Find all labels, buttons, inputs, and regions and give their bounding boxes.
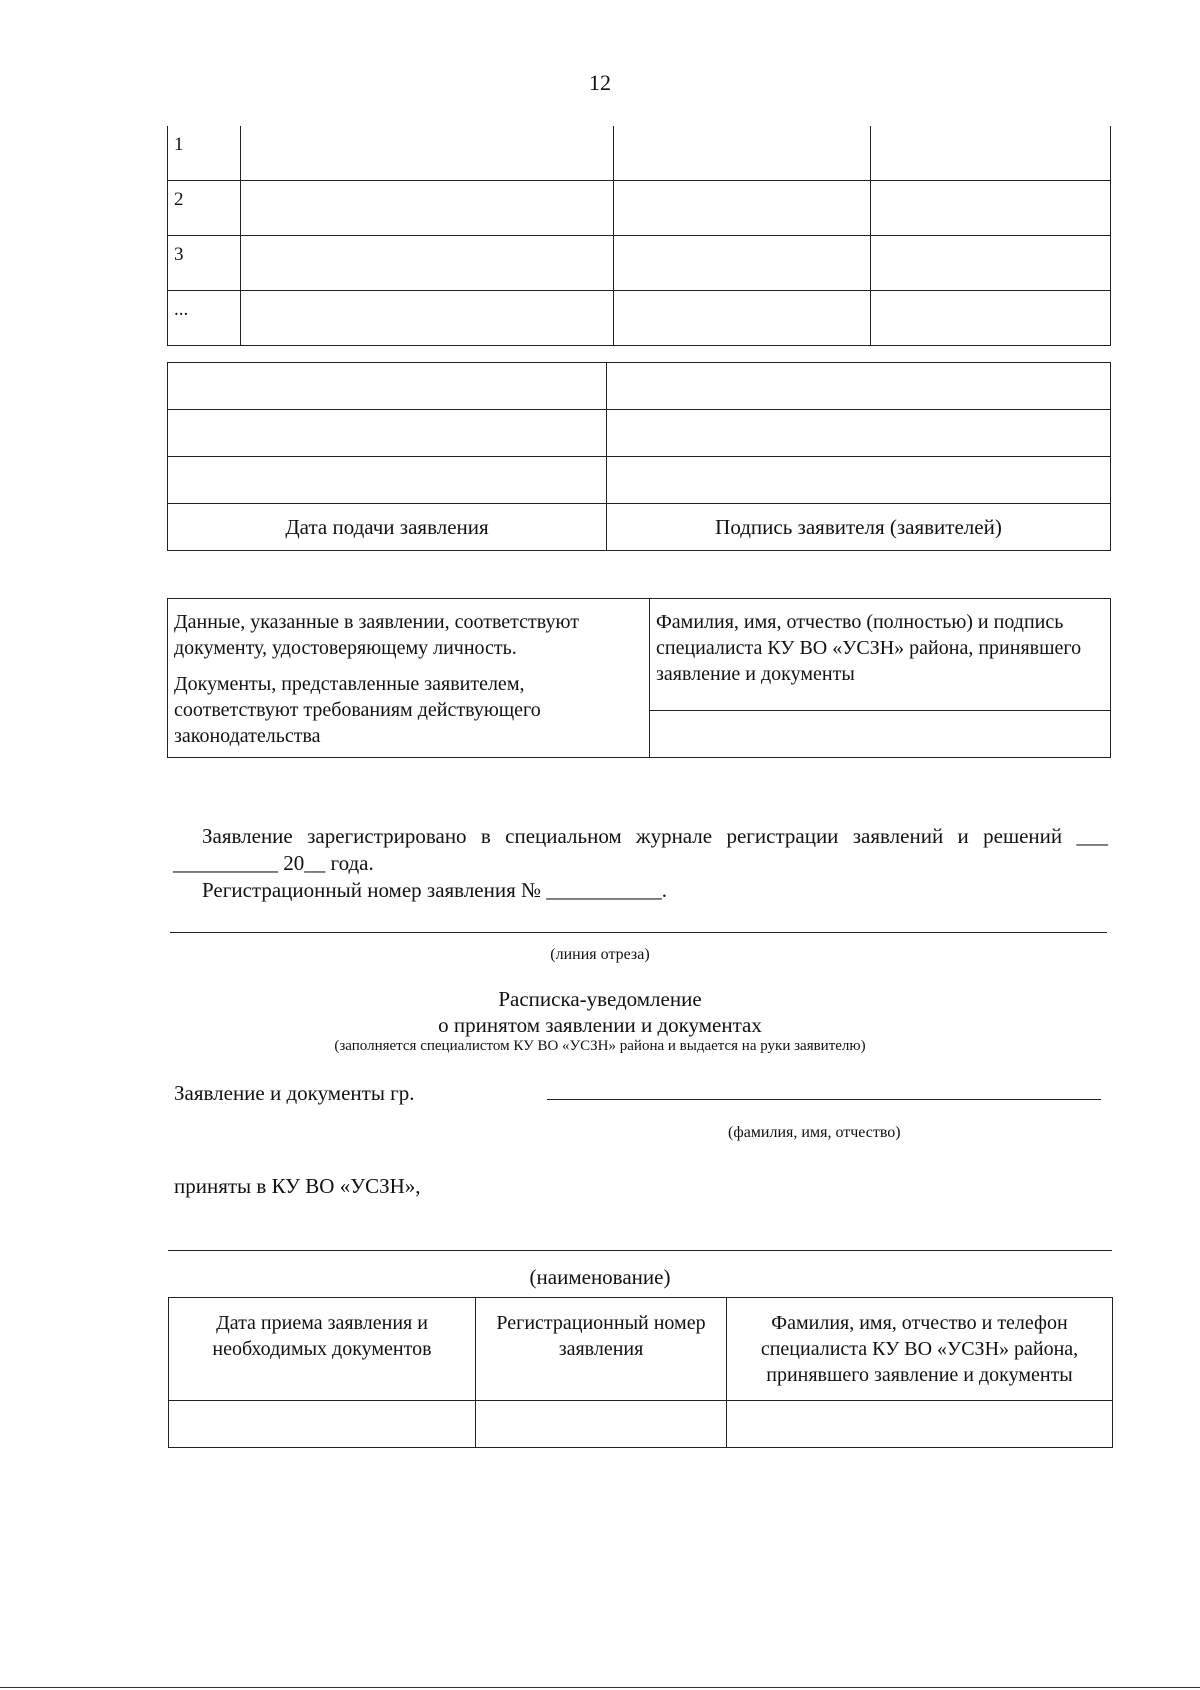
receipt-table — [168, 1297, 1113, 1448]
table-row — [168, 599, 1111, 711]
cut-line — [170, 932, 1107, 933]
table-cell — [614, 236, 871, 291]
registration-text: Заявление зарегистрировано в специальном журнале регистрации заявлений и решений ___ — [202, 824, 1108, 848]
fio-line — [547, 1099, 1101, 1100]
docs-from-label: Заявление и документы гр. — [174, 1081, 415, 1105]
table-cell — [871, 291, 1111, 346]
table-cell — [614, 291, 871, 346]
table-row — [168, 410, 1111, 457]
table-row — [168, 181, 1111, 236]
table-cell — [241, 236, 614, 291]
table-cell — [607, 363, 1111, 410]
data-matches-text: Данные, указанные в заявлении, соответствуют документу, удостоверяющему личность. — [174, 611, 579, 659]
table-cell — [607, 410, 1111, 457]
receipt-note: (заполняется специалистом КУ ВО «УСЗН» района и выдается на руки заявителю) — [334, 1038, 866, 1054]
submission-date-label: Дата подачи заявления — [168, 504, 607, 551]
name-caption: (наименование) — [529, 1265, 671, 1289]
table-row — [168, 363, 1111, 410]
row-number: 1 — [168, 126, 241, 181]
specialist-header: Фамилия, имя, отчество и телефон специалиста КУ ВО «УСЗН» района, принявшего заявление и документы — [727, 1298, 1113, 1401]
registration-date: __________ 20__ года. — [173, 851, 374, 875]
verification-statement — [168, 599, 650, 758]
table-cell — [476, 1401, 727, 1448]
verification-table — [167, 598, 1111, 758]
table-cell — [614, 126, 871, 181]
submission-table — [167, 362, 1111, 551]
fio-caption: (фамилия, имя, отчество) — [728, 1124, 901, 1141]
receipt-subtitle: о принятом заявлении и документах — [438, 1013, 762, 1037]
registration-number-header: Регистрационный номер заявления — [476, 1298, 727, 1401]
applicant-signature-label: Подпись заявителя (заявителей) — [607, 504, 1111, 551]
table-cell — [168, 457, 607, 504]
specialist-signature-cell — [650, 710, 1111, 757]
table-cell — [871, 236, 1111, 291]
table-row — [169, 1298, 1113, 1401]
table-row — [169, 1401, 1113, 1448]
receipt-date-header: Дата приема заявления и необходимых документов — [169, 1298, 476, 1401]
table-row — [168, 504, 1111, 551]
table-cell — [168, 410, 607, 457]
table-cell — [169, 1401, 476, 1448]
applicants-table — [167, 126, 1111, 346]
cut-line-label: (линия отреза) — [550, 946, 650, 963]
page-number: 12 — [589, 70, 611, 95]
table-cell — [871, 181, 1111, 236]
table-cell — [871, 126, 1111, 181]
bottom-edge-line — [0, 1687, 1200, 1688]
name-line — [168, 1250, 1112, 1251]
specialist-caption: Фамилия, имя, отчество (полностью) и подпись специалиста КУ ВО «УСЗН» района, принявшего заявление и документы — [650, 599, 1111, 711]
documents-comply-text: Документы, представленные заявителем, соответствуют требованиям действующего законодательства — [174, 673, 541, 747]
table-cell — [727, 1401, 1113, 1448]
table-row — [168, 457, 1111, 504]
table-row — [168, 291, 1111, 346]
row-number: 2 — [168, 181, 241, 236]
accepted-label: приняты в КУ ВО «УСЗН», — [174, 1174, 421, 1198]
table-cell — [607, 457, 1111, 504]
table-cell — [241, 291, 614, 346]
table-cell — [614, 181, 871, 236]
receipt-title: Расписка-уведомление — [498, 987, 702, 1011]
table-cell — [241, 181, 614, 236]
table-row — [168, 236, 1111, 291]
row-number: 3 — [168, 236, 241, 291]
table-cell — [241, 126, 614, 181]
table-cell — [168, 363, 607, 410]
registration-number: Регистрационный номер заявления № ___________. — [202, 878, 668, 902]
table-row — [168, 126, 1111, 181]
row-number: ... — [168, 291, 241, 346]
